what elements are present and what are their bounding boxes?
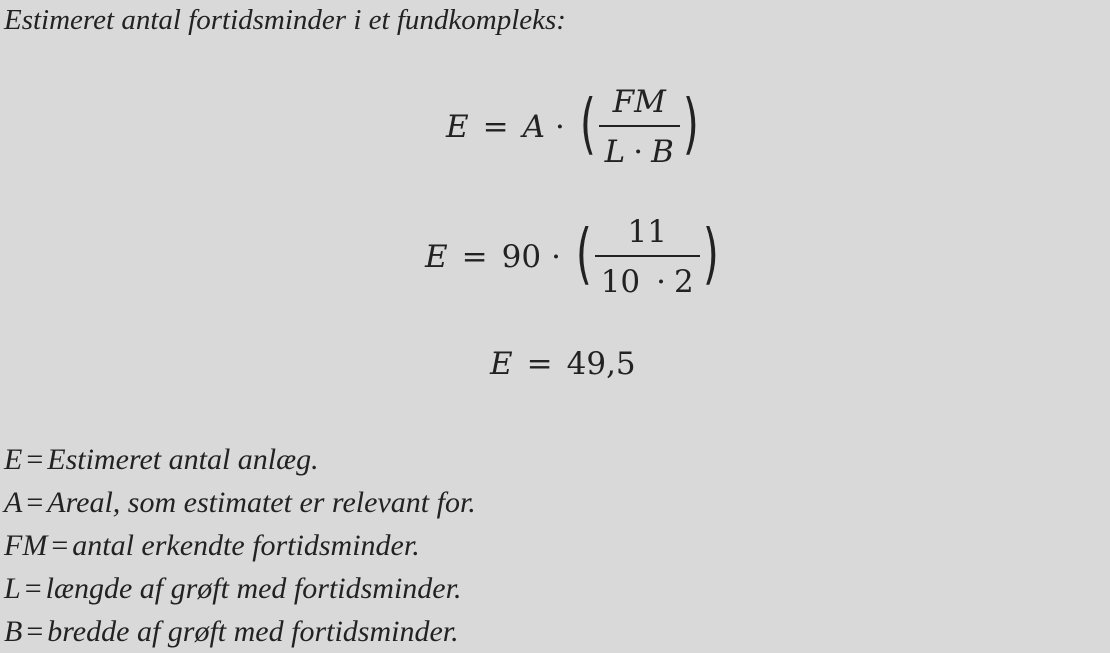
substituted-den-left: 10 <box>600 264 641 300</box>
result-lhs: E <box>490 346 513 382</box>
definition-equals: = <box>51 529 69 562</box>
substituted-equals: = <box>461 239 488 275</box>
definition-equals: = <box>26 443 44 476</box>
definition-e <box>4 438 476 481</box>
substituted-den-right: 2 <box>674 264 694 300</box>
definition-text: Areal, som estimatet er relevant for. <box>47 486 476 519</box>
definition-equals: = <box>26 486 44 519</box>
result-value: 49,5 <box>566 346 636 382</box>
result-equals: = <box>526 346 553 382</box>
right-paren: ) <box>682 85 699 162</box>
definition-text: Estimeret antal anlæg. <box>47 443 319 476</box>
definition-equals: = <box>24 572 42 605</box>
substituted-denominator <box>595 263 700 301</box>
formula-numerator: FM <box>612 84 666 120</box>
formula-fraction <box>599 83 680 171</box>
formula-dot: · <box>555 109 565 145</box>
definition-b <box>4 610 476 653</box>
definition-symbol: FM <box>4 529 48 562</box>
formula-factor: A <box>522 109 546 145</box>
formula-den-right: B <box>651 134 674 170</box>
formula-den-left: L <box>604 134 626 170</box>
formula-lhs: E <box>446 109 469 145</box>
definition-text: længde af grøft med fortidsminder. <box>45 572 462 605</box>
result-formula <box>490 346 636 382</box>
intro-text: Estimeret antal fortidsminder i et fundkompleks: <box>4 4 566 36</box>
substituted-factor: 90 <box>501 239 542 275</box>
definition-l <box>4 567 476 610</box>
substituted-fraction <box>595 213 700 301</box>
fraction-bar <box>595 255 700 257</box>
definition-text: antal erkendte fortidsminder. <box>72 529 420 562</box>
definition-fm <box>4 524 476 567</box>
substituted-lhs: E <box>425 239 448 275</box>
formula-den-dot: · <box>633 134 644 170</box>
definitions-list <box>4 438 476 653</box>
substituted-den-dot: · <box>656 264 666 300</box>
general-formula <box>446 83 704 171</box>
left-paren: ( <box>579 85 596 162</box>
definition-text: bredde af grøft med fortidsminder. <box>47 615 459 648</box>
formula-equals: = <box>482 109 509 145</box>
definition-equals: = <box>26 615 44 648</box>
definition-symbol: B <box>4 615 23 648</box>
substituted-dot: · <box>551 239 561 275</box>
definition-symbol: L <box>4 572 21 605</box>
definition-symbol: A <box>4 486 23 519</box>
substituted-numerator: 11 <box>627 214 667 250</box>
definition-a <box>4 481 476 524</box>
fraction-bar <box>599 125 680 127</box>
formula-denominator <box>599 133 680 171</box>
right-paren: ) <box>702 215 719 292</box>
substituted-formula <box>425 213 723 301</box>
left-paren: ( <box>575 215 592 292</box>
definition-symbol: E <box>4 443 23 476</box>
